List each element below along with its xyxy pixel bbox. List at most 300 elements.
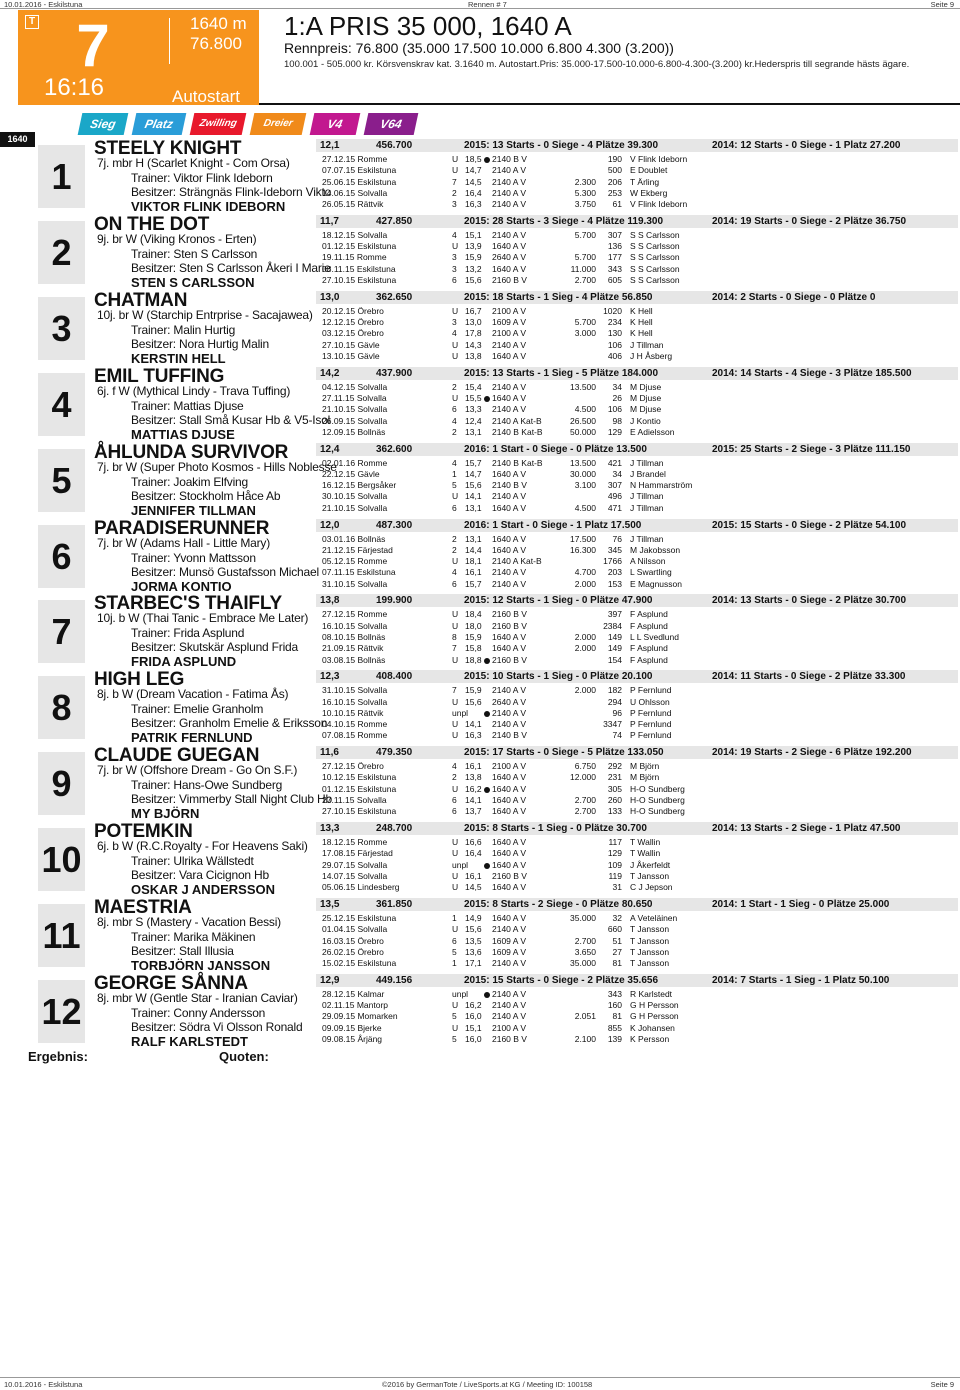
best-time: 13,3 — [320, 823, 340, 835]
run-place: U — [452, 870, 459, 881]
run-distance: 1640 A V — [492, 544, 527, 555]
run-odds: 660 — [607, 924, 622, 935]
run-place: 4 — [452, 457, 457, 468]
run-place: 7 — [452, 685, 457, 696]
run-date-track: 27.10.15 Gävle — [322, 339, 380, 350]
run-kmtime: 13,1 — [465, 533, 482, 544]
run-driver: P Fernlund — [630, 719, 672, 730]
run-row — [322, 924, 742, 935]
run-date-track: 18.12.15 Romme — [322, 837, 388, 848]
run-distance: 2140 B V — [492, 730, 527, 741]
run-kmtime: 18,4 — [465, 609, 482, 620]
run-driver: P Fernlund — [630, 707, 672, 718]
run-kmtime: 16,1 — [465, 870, 482, 881]
past-runs — [322, 458, 742, 514]
best-time: 13,0 — [320, 291, 340, 303]
run-odds: 119 — [608, 870, 622, 881]
year2-stats: 2014: 7 Starts - 1 Sieg - 1 Platz 50.100 — [712, 974, 890, 986]
run-kmtime: 18,5 — [465, 154, 482, 164]
run-date-track: 29.07.15 Solvalla — [322, 859, 388, 870]
best-time: 12,0 — [320, 519, 340, 531]
run-place: U — [452, 241, 459, 252]
run-prize: 3.100 — [574, 480, 596, 491]
run-kmtime: 14,5 — [465, 882, 482, 893]
run-place: 4 — [452, 328, 457, 339]
horse-owner: Besitzer: Skutskär Asplund Frida — [131, 640, 299, 655]
run-distance: 1640 A V — [492, 783, 527, 794]
horse-pedigree: 6j. f W (Mythical Lindy - Trava Tuffing) — [97, 383, 291, 398]
horse-driver: FRIDA ASPLUND — [131, 654, 237, 670]
run-kmtime: 16,2 — [465, 1000, 482, 1011]
run-row — [322, 480, 742, 491]
top-rennen: Rennen # 7 — [468, 0, 507, 9]
run-driver: K Hell — [630, 317, 653, 328]
run-driver: E Doublet — [630, 165, 668, 176]
run-driver: F Asplund — [630, 654, 668, 665]
stats-bar — [316, 519, 958, 532]
run-place: 3 — [452, 317, 457, 328]
run-place: 5 — [452, 1034, 457, 1045]
run-odds: 260 — [607, 795, 622, 806]
run-place: U — [452, 609, 459, 620]
ergebnis-label: Ergebnis: — [28, 1049, 88, 1064]
horse-name: PARADISERUNNER — [94, 517, 270, 539]
horse-entry — [0, 289, 960, 373]
run-odds: 129 — [607, 848, 622, 859]
horse-pedigree: 9j. br W (Viking Kronos - Erten) — [97, 231, 257, 246]
horse-pedigree: 8j. b W (Dream Vacation - Fatima Ås) — [97, 687, 289, 702]
run-driver: T Wallin — [630, 848, 661, 859]
run-row — [322, 317, 742, 328]
past-runs — [322, 685, 742, 741]
run-driver: A Veteläinen — [630, 913, 678, 923]
run-distance: 1609 A V — [492, 946, 527, 957]
horse-trainer: Trainer: Sten S Carlsson — [131, 246, 258, 261]
run-prize: 2.700 — [574, 806, 596, 817]
run-row — [322, 556, 742, 567]
race-rennpreis: Rennpreis: 76.800 (35.000 17.500 10.000 6.800 4.300 (3.200)) — [284, 40, 674, 56]
run-date-track: 07.07.15 Eskilstuna — [322, 165, 397, 176]
run-driver: T Jansson — [630, 870, 670, 881]
run-driver: E Magnusson — [630, 578, 682, 589]
horse-owner: Besitzer: Sten S Carlsson Åkeri I Marie — [131, 260, 331, 275]
run-kmtime: 17,8 — [465, 328, 482, 339]
horse-driver: VIKTOR FLINK IDEBORN — [131, 199, 286, 214]
run-date-track: 05.12.15 Romme — [322, 556, 388, 567]
run-date-track: 10.10.15 Rättvik — [322, 707, 384, 718]
top-bar — [0, 0, 960, 9]
run-driver: N Hammarström — [630, 480, 693, 491]
best-time: 13,5 — [320, 899, 340, 910]
run-odds: 305 — [607, 783, 622, 794]
run-date-track: 27.12.15 Örebro — [322, 761, 384, 772]
run-date-track: 15.02.15 Eskilstuna — [322, 958, 397, 969]
run-place: 5 — [452, 1011, 457, 1022]
run-kmtime: 16,7 — [465, 305, 482, 316]
run-kmtime: 18,0 — [465, 620, 482, 631]
run-place: 2 — [452, 381, 457, 392]
run-row — [322, 772, 742, 783]
best-time: 11,7 — [320, 215, 339, 227]
horse-pedigree: 7j. br W (Offshore Dream - Go On S.F.) — [97, 763, 298, 778]
run-driver: K Johansen — [630, 1022, 675, 1033]
run-place: 4 — [452, 567, 457, 578]
total-earnings: 479.350 — [376, 747, 413, 759]
horse-driver: STEN S CARLSSON — [131, 274, 255, 290]
stats-bar — [316, 974, 958, 987]
run-place: 5 — [452, 946, 457, 957]
run-odds: 76 — [612, 533, 622, 544]
footer-copyright: ©2016 by GermanTote / LiveSports.at KG / Meeting ID: 100158 — [382, 1380, 593, 1389]
best-time: 13,8 — [320, 595, 340, 607]
year1-stats: 2015: 8 Starts - 2 Siege - 0 Plätze 80.650 — [464, 899, 653, 910]
bet-platz: Platz — [132, 113, 187, 135]
run-prize: 2.700 — [574, 795, 596, 806]
run-row — [322, 199, 742, 210]
run-place: U — [452, 719, 459, 730]
horse-driver: JORMA KONTIO — [131, 578, 232, 594]
horse-name: HIGH LEG — [94, 669, 185, 691]
run-odds: 397 — [607, 609, 622, 620]
run-odds: 292 — [607, 761, 622, 772]
year2-stats: 2014: 13 Starts - 0 Siege - 2 Plätze 30.700 — [712, 595, 906, 607]
run-odds: 343 — [607, 263, 622, 274]
run-row — [322, 275, 742, 286]
run-distance: 1640 A V — [492, 772, 527, 783]
horse-name: ON THE DOT — [94, 213, 210, 235]
run-date-track: 07.11.15 Eskilstuna — [322, 567, 396, 578]
run-prize: 35.000 — [570, 958, 596, 969]
run-distance: 2140 A V — [492, 1011, 527, 1022]
year1-stats: 2015: 18 Starts - 1 Sieg - 4 Plätze 56.850 — [464, 291, 653, 303]
run-prize: 3.750 — [574, 199, 596, 210]
run-driver: T Jansson — [630, 946, 670, 957]
start-number: 8 — [38, 676, 85, 739]
run-odds: 471 — [607, 502, 622, 513]
year2-stats: 2014: 19 Starts - 2 Siege - 6 Plätze 192.200 — [712, 747, 912, 759]
total-earnings: 487.300 — [376, 519, 413, 531]
gallop-dot-icon — [484, 658, 490, 664]
past-runs — [322, 837, 742, 893]
run-kmtime: 13,2 — [465, 263, 482, 274]
stats-bar — [316, 594, 958, 607]
bet-sieg: Sieg — [78, 113, 129, 135]
run-distance: 2140 A V — [492, 491, 527, 502]
run-prize: 2.051 — [574, 1011, 596, 1022]
run-date-track: 18.12.15 Solvalla — [322, 229, 388, 240]
run-row — [322, 958, 742, 969]
run-odds: 149 — [607, 643, 622, 654]
run-row — [322, 230, 742, 241]
run-distance: 2140 A V — [492, 404, 527, 415]
run-distance: 1640 A V — [492, 502, 527, 513]
run-distance: 2140 B V — [492, 480, 527, 491]
run-row — [322, 264, 742, 275]
horse-trainer: Trainer: Emelie Granholm — [131, 702, 264, 717]
run-kmtime: 18,1 — [465, 556, 482, 567]
run-place: U — [452, 339, 459, 350]
run-row — [322, 837, 742, 848]
run-distance: 2140 A V — [492, 958, 527, 969]
run-kmtime: 14,3 — [465, 339, 482, 350]
run-place: 3 — [452, 263, 457, 274]
run-distance: 1640 A V — [492, 882, 527, 893]
horse-entry — [0, 517, 960, 601]
run-distance: 2140 A V — [492, 176, 527, 187]
run-row — [322, 567, 742, 578]
run-place: 4 — [452, 415, 457, 426]
run-place: 1 — [452, 913, 457, 923]
run-odds: 81 — [612, 1011, 622, 1022]
run-row — [322, 306, 742, 317]
run-prize: 12.000 — [570, 772, 596, 783]
run-date-track: 04.10.15 Romme — [322, 719, 388, 730]
horse-entry — [0, 745, 960, 828]
run-driver: T Jansson — [630, 935, 670, 946]
year2-stats: 2015: 15 Starts - 0 Siege - 2 Plätze 54.100 — [712, 519, 906, 531]
run-row — [322, 989, 742, 1000]
horse-owner: Besitzer: Stall Små Kusar Hb & V5-Isol — [131, 412, 331, 427]
run-odds: 203 — [607, 567, 622, 578]
run-place: 6 — [452, 404, 457, 415]
run-place: U — [452, 654, 459, 665]
horse-pedigree: 10j. b W (Thai Tanic - Embrace Me Later) — [97, 611, 309, 626]
run-date-track: 08.10.15 Bollnäs — [322, 631, 386, 642]
run-date-track: 01.12.15 Eskilstuna — [322, 241, 397, 252]
run-kmtime: 15,9 — [465, 631, 482, 642]
run-date-track: 27.11.15 Solvalla — [322, 392, 387, 403]
horse-name: CLAUDE GUEGAN — [94, 745, 260, 767]
horse-pedigree: 7j. br W (Adams Hall - Little Mary) — [97, 535, 271, 550]
start-number: 11 — [38, 904, 85, 967]
horse-driver: MY BJÖRN — [131, 806, 200, 822]
run-odds: 154 — [607, 654, 622, 665]
horse-driver: KERSTIN HELL — [131, 350, 226, 366]
run-row — [322, 632, 742, 643]
run-place: U — [452, 491, 459, 502]
horse-pedigree: 8j. mbr S (Mastery - Vacation Bessi) — [97, 915, 281, 929]
run-driver: M Björn — [630, 772, 660, 783]
run-date-track: 03.08.15 Bollnäs — [322, 654, 386, 665]
run-place: U — [452, 392, 459, 403]
header-rule — [259, 103, 960, 105]
run-kmtime: 14,1 — [465, 491, 482, 502]
run-distance: 2140 A V — [492, 165, 527, 176]
start-number: 2 — [38, 221, 85, 284]
run-place: unpl — [452, 859, 469, 870]
run-place: 7 — [452, 176, 457, 187]
footer-page: Seite 9 — [930, 1380, 954, 1389]
year2-stats: 2015: 25 Starts - 2 Siege - 3 Plätze 111.150 — [712, 443, 911, 455]
horse-owner: Besitzer: Nora Hurtig Malin — [131, 336, 269, 351]
run-date-track: 03.12.15 Örebro — [322, 328, 384, 339]
run-kmtime: 13,9 — [465, 241, 482, 252]
race-purse: 76.800 — [190, 34, 242, 53]
run-place: U — [452, 783, 459, 794]
run-row — [322, 579, 742, 590]
race-description: 100.001 - 505.000 kr. Körsvenskrav kat. 3.1640 m. Autostart.Pris: 35.000-17.500-10.000-6.800-4.300-(3.200) kr.Hederspris till segrande hästs ägare. — [284, 59, 910, 70]
run-prize: 11.000 — [570, 263, 596, 274]
run-place: 6 — [452, 275, 457, 286]
run-driver: U Ohlsson — [630, 696, 670, 707]
total-earnings: 456.700 — [376, 140, 413, 151]
run-driver: L Swartling — [630, 567, 672, 578]
year1-stats: 2015: 12 Starts - 1 Sieg - 0 Plätze 47.900 — [464, 595, 653, 607]
stats-bar — [316, 443, 958, 456]
run-kmtime: 15,5 — [465, 392, 482, 403]
run-date-track: 26.02.15 Örebro — [322, 946, 384, 957]
run-kmtime: 13,6 — [465, 946, 482, 957]
run-kmtime: 13,5 — [465, 935, 482, 946]
run-driver: A Nilsson — [630, 556, 666, 567]
run-date-track: 05.06.15 Lindesberg — [322, 882, 400, 893]
run-prize: 2.000 — [574, 631, 596, 642]
run-place: 1 — [452, 468, 457, 479]
run-odds: 2384 — [603, 620, 622, 631]
run-driver: J Tillman — [630, 457, 664, 468]
run-distance: 2140 A V — [492, 1000, 527, 1011]
run-odds: 61 — [612, 199, 622, 210]
run-date-track: 02.11.15 Mantorp — [322, 1000, 388, 1011]
run-odds: 500 — [607, 165, 622, 176]
run-prize: 2.700 — [574, 275, 596, 286]
run-kmtime: 16,6 — [465, 837, 482, 848]
run-kmtime: 16,1 — [465, 761, 482, 772]
run-date-track: 26.05.15 Rättvik — [322, 199, 384, 210]
horse-trainer: Trainer: Ulrika Wällstedt — [131, 854, 254, 869]
run-distance: 2100 A V — [492, 328, 527, 339]
run-row — [322, 795, 742, 806]
run-kmtime: 13,8 — [465, 772, 482, 783]
run-place: 2 — [452, 426, 457, 437]
run-date-track: 17.08.15 Färjestad — [322, 848, 393, 859]
start-type: Autostart — [172, 87, 241, 106]
run-odds: 177 — [607, 252, 622, 263]
run-distance: 2160 B V — [492, 620, 527, 631]
horse-name: GEORGE SÅNNA — [94, 972, 248, 994]
run-odds: 81 — [612, 958, 622, 969]
run-place: 4 — [452, 761, 457, 772]
start-number: 4 — [38, 373, 85, 436]
past-runs — [322, 913, 742, 969]
top-date-track: 10.01.2016 - Eskilstuna — [4, 0, 83, 9]
run-place: 6 — [452, 578, 457, 589]
run-distance: 2160 B V — [492, 870, 527, 881]
run-date-track: 30.10.15 Solvalla — [322, 491, 388, 502]
bet-v4: V4 — [310, 113, 361, 135]
run-row — [322, 351, 742, 362]
start-number: 1 — [38, 145, 85, 208]
run-prize: 5.300 — [574, 187, 596, 198]
run-distance: 1640 A V — [492, 859, 527, 870]
run-driver: M Djuse — [630, 404, 662, 415]
run-date-track: 16.10.15 Solvalla — [322, 620, 388, 631]
horse-owner: Besitzer: Vimmerby Stall Night Club Hb — [131, 792, 332, 807]
horse-trainer: Trainer: Frida Asplund — [131, 626, 245, 641]
run-kmtime: 14,7 — [465, 165, 482, 176]
total-earnings: 427.850 — [376, 215, 413, 227]
run-date-track: 14.07.15 Solvalla — [322, 870, 388, 881]
run-kmtime: 16,2 — [465, 783, 482, 794]
run-driver: H-O Sundberg — [630, 806, 685, 817]
horse-driver: TORBJÖRN JANSSON — [131, 958, 271, 973]
run-place: U — [452, 350, 459, 361]
year2-stats: 2014: 14 Starts - 4 Siege - 3 Plätze 185.500 — [712, 367, 912, 379]
run-kmtime: 14,9 — [465, 913, 482, 923]
horse-driver: JENNIFER TILLMAN — [131, 502, 256, 518]
run-distance: 2140 A Kat-B — [492, 415, 542, 426]
stats-bar — [316, 670, 958, 683]
run-odds: 253 — [607, 187, 622, 198]
run-row — [322, 165, 742, 176]
horse-name: MAESTRIA — [94, 897, 192, 918]
run-date-track: 10.12.15 Eskilstuna — [322, 772, 397, 783]
run-date-track: 21.09.15 Rättvik — [322, 643, 384, 654]
past-runs — [322, 230, 742, 286]
run-distance: 2140 A V — [492, 578, 527, 589]
run-kmtime: 13,1 — [465, 502, 482, 513]
run-distance: 2100 A V — [492, 305, 527, 316]
run-kmtime: 12,4 — [465, 415, 482, 426]
run-odds: 153 — [607, 578, 622, 589]
run-distance: 2140 A V — [492, 707, 527, 718]
total-earnings: 408.400 — [376, 671, 413, 683]
horse-owner: Besitzer: Granholm Emelie & Eriksson — [131, 716, 328, 731]
run-driver: S S Carlsson — [630, 241, 680, 252]
best-time: 12,3 — [320, 671, 340, 683]
run-date-track: 16.10.15 Solvalla — [322, 696, 388, 707]
divider — [169, 18, 170, 64]
run-distance: 1640 A V — [492, 837, 527, 848]
past-runs — [322, 306, 742, 362]
race-title: 1:A PRIS 35 000, 1640 A — [284, 11, 572, 41]
run-row — [322, 241, 742, 252]
run-driver: R Karlstedt — [630, 988, 673, 999]
horse-pedigree: 8j. mbr W (Gentle Star - Iranian Caviar) — [97, 990, 298, 1005]
run-row — [322, 469, 742, 480]
run-driver: J H Åsberg — [630, 350, 673, 361]
run-distance: 2140 B Kat-B — [492, 457, 543, 468]
start-number: 10 — [38, 828, 85, 891]
race-distance: 1640 m — [190, 14, 247, 33]
run-date-track: 28.12.15 Kalmar — [322, 988, 385, 999]
run-date-track: 19.11.15 Romme — [322, 252, 387, 263]
run-driver: M Björn — [630, 761, 660, 772]
run-date-track: 25.06.15 Eskilstuna — [322, 176, 397, 187]
run-place: U — [452, 696, 459, 707]
horse-trainer: Trainer: Conny Andersson — [131, 1005, 266, 1020]
stats-bar — [316, 139, 958, 152]
run-prize: 35.000 — [570, 913, 596, 923]
horse-trainer: Trainer: Malin Hurtig — [131, 322, 236, 337]
run-driver: M Jakobsson — [630, 544, 681, 555]
run-driver: K Hell — [630, 328, 653, 339]
run-driver: T Jansson — [630, 924, 670, 935]
total-earnings: 362.650 — [376, 291, 413, 303]
horse-pedigree: 7j. br W (Super Photo Kosmos - Hills Noblesse — [97, 459, 337, 474]
run-row — [322, 761, 742, 772]
run-kmtime: 15,6 — [465, 696, 482, 707]
footer — [0, 1377, 960, 1390]
best-time: 12,9 — [320, 974, 340, 986]
run-driver: K Hell — [630, 305, 653, 316]
run-odds: 160 — [607, 1000, 622, 1011]
run-kmtime: 16,0 — [465, 1034, 482, 1045]
bet-v64: V64 — [364, 113, 419, 135]
run-date-track: 20.12.15 Örebro — [322, 305, 384, 316]
run-prize: 2.100 — [574, 1034, 596, 1045]
total-earnings: 362.600 — [376, 443, 413, 455]
